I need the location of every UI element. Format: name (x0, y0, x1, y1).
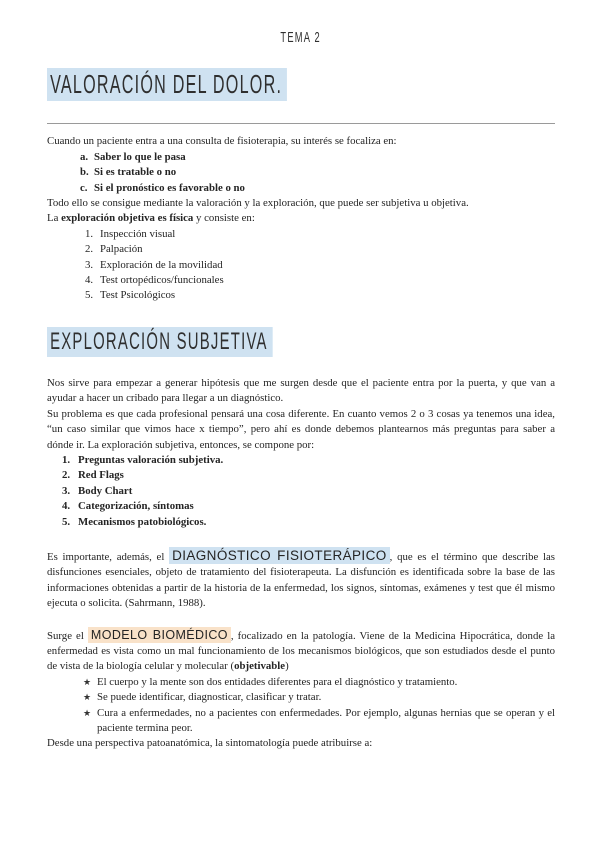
list-item-text: Categorización, síntomas (78, 500, 194, 513)
biomedical-close: ) (285, 660, 289, 673)
list-item (47, 453, 555, 468)
list-item-text: Si el pronóstico es favorable o no (94, 181, 245, 194)
diagnosis-pre: Es importante, además, el (47, 550, 170, 563)
subjective-paragraph-1: Nos sirve para empezar a generar hipótesis que me surgen desde que el paciente entra por la puerta, y que van a ayudar a hacer un cribado para llegar a un diagnóstico. (47, 376, 555, 405)
list-marker: 2. (85, 243, 94, 256)
diagnosis-term-highlight: DIAGNÓSTICO FISIOTERÁPICO (169, 547, 390, 564)
biomedical-paragraph (47, 628, 555, 675)
list-item (47, 288, 555, 303)
list-marker: b. (80, 166, 89, 179)
objective-post: y consiste en: (193, 212, 255, 225)
closing-line: Desde una perspectiva patoanatómica, la sintomatología puede atribuirse a: (47, 737, 373, 750)
biomedical-bold-word: objetivable (234, 660, 286, 673)
list-marker: 3. (62, 484, 71, 497)
list-marker: 4. (62, 500, 71, 513)
page-title (47, 69, 555, 99)
list-item-text: Body Chart (78, 484, 133, 497)
star-bullet-icon: ★ (83, 707, 92, 718)
list-marker: 5. (62, 515, 71, 528)
list-item-text: Test Psicológicos (100, 289, 176, 302)
list-item-text: Red Flags (78, 469, 124, 482)
intro-after: Todo ello se consigue mediante la valoración y la exploración, que puede ser subjetiva u objetiva. (47, 197, 469, 210)
list-item (47, 273, 555, 288)
list-item (47, 165, 555, 180)
list-marker: 3. (85, 258, 94, 271)
list-item (47, 227, 555, 242)
list-item (47, 150, 555, 165)
list-marker: 1. (85, 227, 94, 240)
list-item (47, 499, 555, 514)
list-item-text: Se puede identificar, diagnosticar, clasificar y tratar. (97, 691, 322, 704)
list-item-text: Inspección visual (100, 227, 176, 240)
objective-exam-list (47, 227, 555, 304)
biomedical-bullet-list (47, 675, 555, 737)
list-item-text: Exploración de la movilidad (100, 258, 223, 271)
subjective-paragraph-2: Su problema es que cada profesional pensará una cosa diferente. En cuanto vemos 2 o 3 cosas ya tenemos una idea, “un caso similar que vimos hace x tiempo”, pero ahí es donde debemos plantearnos más preguntas para saber a dónde ir. La exploración subjetiva, entonces, se compone por: (47, 407, 555, 451)
biomedical-term-highlight: MODELO BIOMÉDICO (88, 627, 231, 643)
list-item-text: Saber lo que le pasa (94, 150, 186, 163)
list-marker: c. (80, 181, 88, 194)
list-item (47, 258, 555, 273)
objective-bold: exploración objetiva es física (61, 212, 194, 225)
subjective-components-list (47, 453, 555, 530)
list-item-text: Cura a enfermedades, no a pacientes con enfermedades. Por ejemplo, algunas hernias que se operan y el paciente termina peor. (97, 706, 555, 734)
biomedical-pre: Surge el (47, 629, 88, 642)
list-item-text: Test ortopédicos/funcionales (100, 274, 224, 287)
list-item-text: Mecanismos patobiológicos. (78, 515, 207, 528)
diagnosis-paragraph (47, 548, 555, 612)
divider-rule (47, 123, 555, 124)
objective-intro (47, 211, 555, 226)
list-item (47, 242, 555, 257)
diagnosis-post: , que es el término que describe las disfunciones esenciales, objeto de tratamiento del fisioterapeuta. La disfunción es identificada sobre la base de las informaciones obtenidas a partir de la historia de la enfermedad, los signos, síntomas, exámenes y test que él mismo ejecuta o solicita. (Sahrmann, 1988). (47, 550, 555, 610)
topic-header (47, 30, 555, 47)
biomedical-post: , focalizado en la patología. Viene de la Medicina Hipocrática, donde la enfermedad es vista como un mal funcionamiento de los mecanismos biológicos, que son estudiados desde el punto de vista de la biología celular y molecular ( (47, 629, 555, 673)
list-item (47, 468, 555, 483)
list-item (47, 706, 555, 737)
list-marker: a. (80, 150, 89, 163)
list-item-text: Si es tratable o no (94, 166, 177, 179)
interest-list (47, 150, 555, 196)
star-bullet-icon: ★ (83, 676, 92, 687)
list-item-text: El cuerpo y la mente son dos entidades diferentes para el diagnóstico y tratamiento. (97, 675, 458, 688)
list-marker: 2. (62, 469, 71, 482)
section-heading-subjective (47, 328, 555, 356)
list-marker: 1. (62, 453, 71, 466)
list-item-text: Preguntas valoración subjetiva. (78, 453, 224, 466)
objective-pre: La (47, 212, 62, 225)
list-marker: 4. (85, 274, 94, 287)
list-item (47, 484, 555, 499)
star-bullet-icon: ★ (83, 692, 92, 703)
list-item (47, 675, 555, 690)
intro-lead: Cuando un paciente entra a una consulta de fisioterapia, su interés se focaliza en: (47, 135, 397, 148)
list-item (47, 181, 555, 196)
section-heading-text: EXPLORACIÓN SUBJETIVA (47, 327, 273, 357)
list-item (47, 515, 555, 530)
list-item-text: Palpación (100, 243, 143, 256)
list-marker: 5. (85, 289, 94, 302)
topic-label: TEMA 2 (280, 29, 322, 46)
page-title-text: VALORACIÓN DEL DOLOR. (47, 68, 287, 101)
list-item (47, 690, 555, 705)
